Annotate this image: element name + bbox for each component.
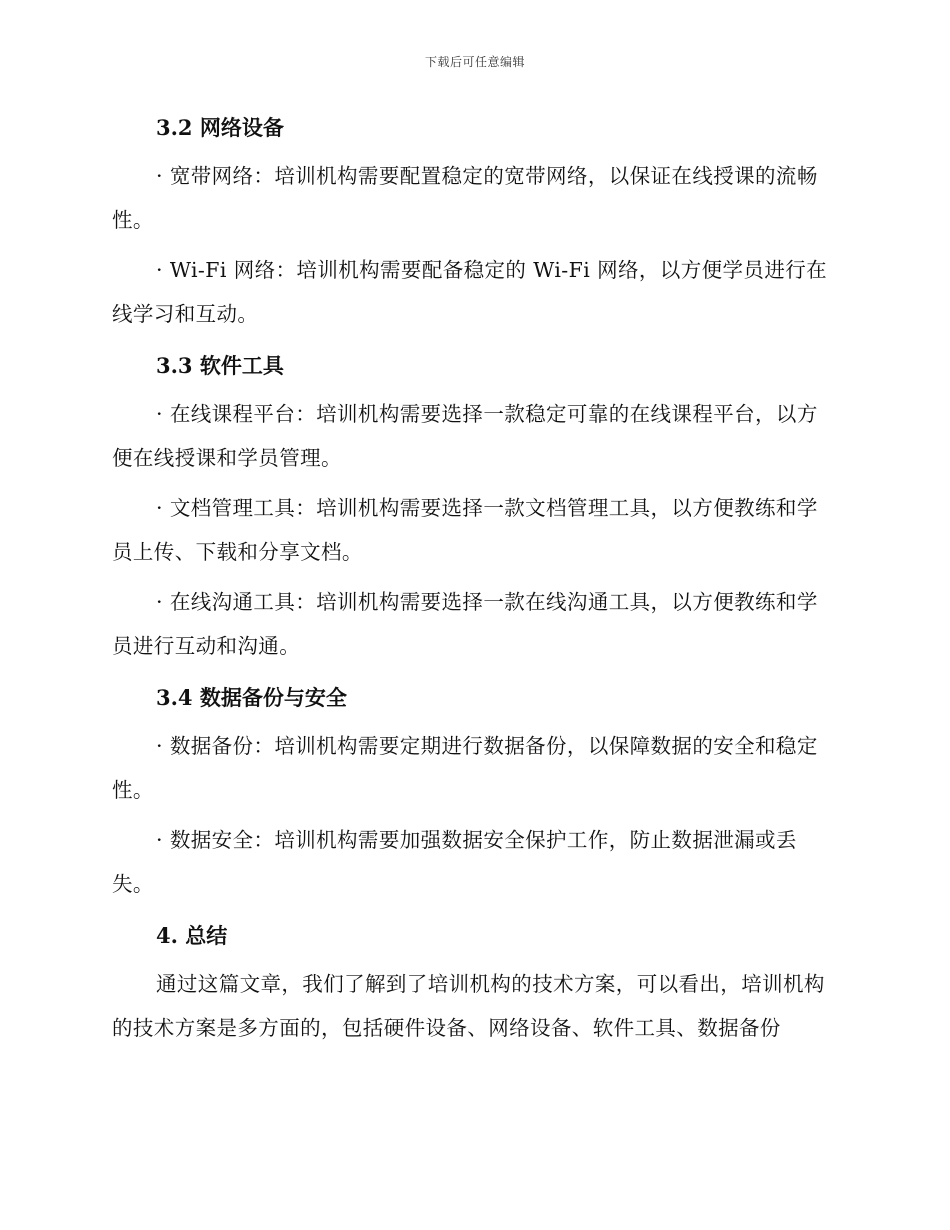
- paragraph-data-security: · 数据安全：培训机构需要加强数据安全保护工作，防止数据泄漏或丢失。: [112, 828, 797, 896]
- section-summary: [112, 912, 828, 1050]
- section-data-backup-security: [112, 674, 828, 906]
- page-header: 下载后可任意编辑: [424, 55, 525, 69]
- section-network-equipment: [112, 104, 828, 336]
- paragraph-online-communication: · 在线沟通工具：培训机构需要选择一款在线沟通工具，以方便教练和学员进行互动和沟通。: [112, 590, 818, 658]
- document-body: [112, 104, 828, 1056]
- paragraph-online-course-platform: · 在线课程平台：培训机构需要选择一款稳定可靠的在线课程平台，以方便在线授课和学员管理。: [112, 402, 818, 470]
- paragraph-broadband: · 宽带网络：培训机构需要配置稳定的宽带网络，以保证在线授课的流畅性。: [112, 164, 818, 232]
- section-heading: 3.4 数据备份与安全: [156, 685, 347, 710]
- section-software-tools: [112, 342, 828, 668]
- section-heading: 3.3 软件工具: [156, 353, 284, 378]
- section-heading: 3.2 网络设备: [156, 115, 284, 140]
- paragraph-summary: 通过这篇文章，我们了解到了培训机构的技术方案，可以看出，培训机构的技术方案是多方面的，包括硬件设备、网络设备、软件工具、数据备份: [112, 972, 825, 1040]
- paragraph-data-backup: · 数据备份：培训机构需要定期进行数据备份，以保障数据的安全和稳定性。: [112, 734, 818, 802]
- paragraph-wifi: · Wi-Fi 网络：培训机构需要配备稳定的 Wi-Fi 网络，以方便学员进行在线学习和互动。: [112, 258, 828, 326]
- paragraph-document-management: · 文档管理工具：培训机构需要选择一款文档管理工具，以方便教练和学员上传、下载和分享文档。: [112, 496, 818, 564]
- section-heading: 4. 总结: [156, 923, 228, 948]
